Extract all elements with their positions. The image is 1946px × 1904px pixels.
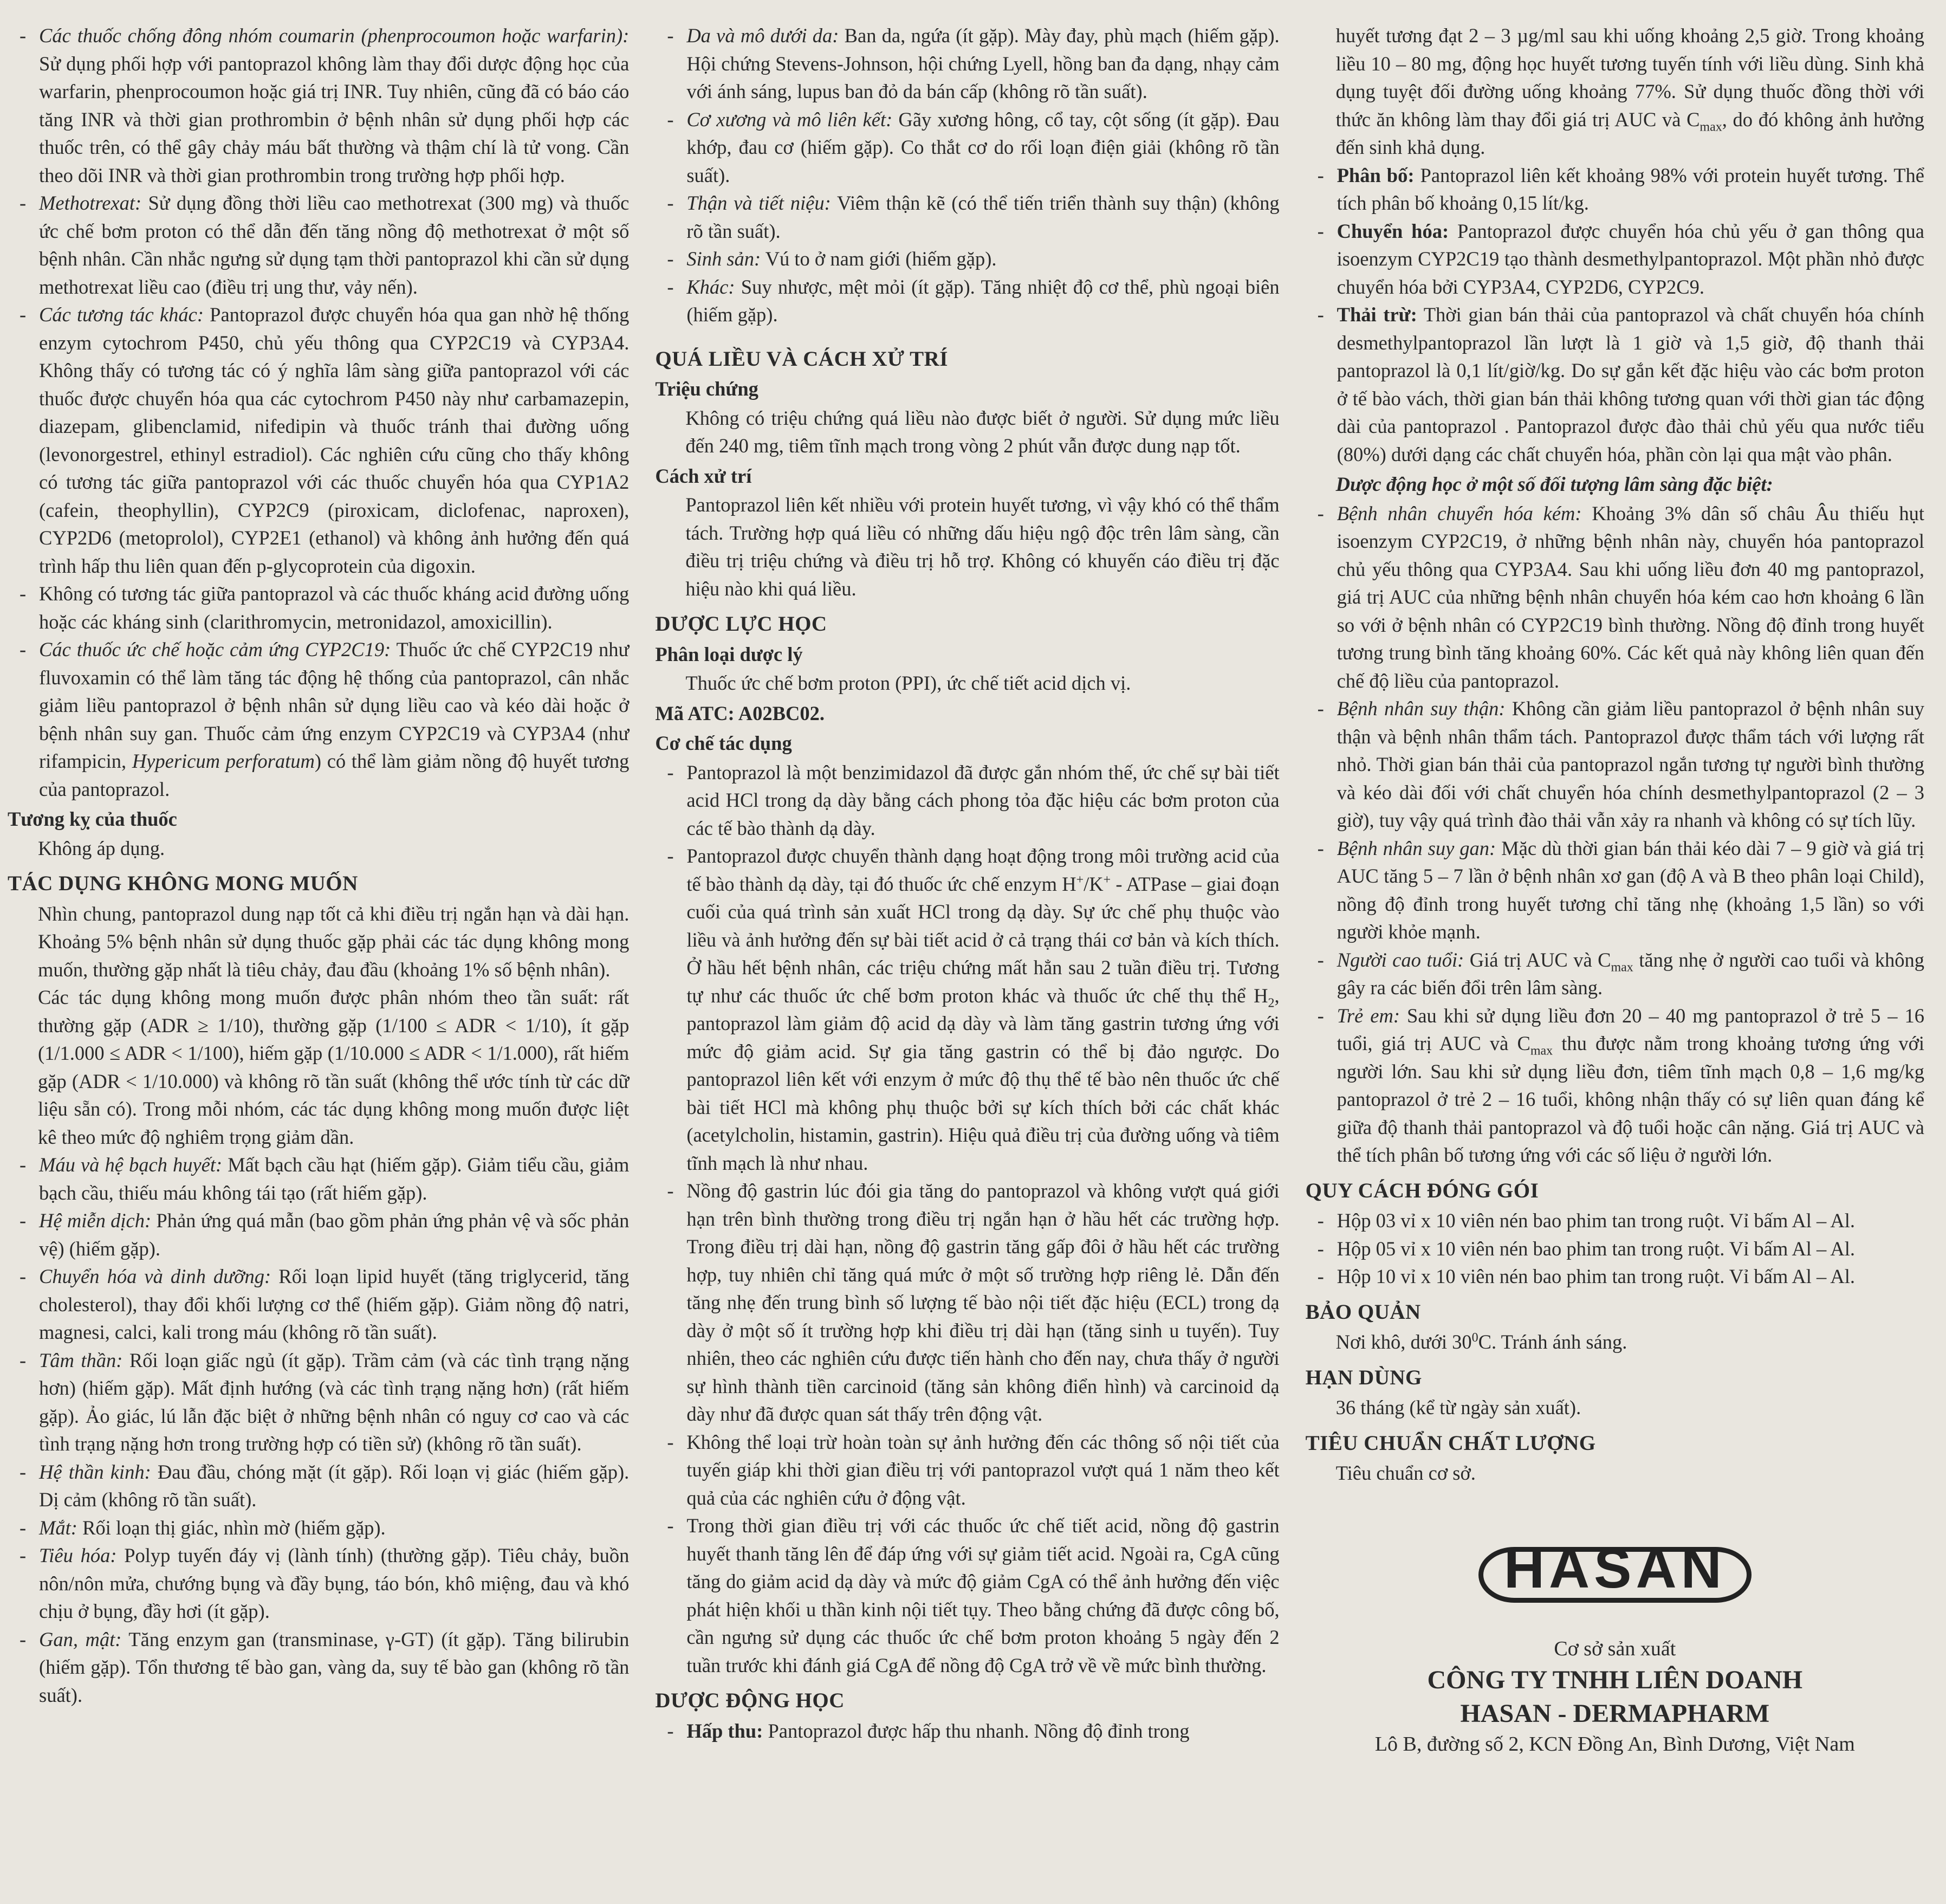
interaction-coumarin: - Các thuốc chống đông nhóm coumarin (phenprocoumon hoặc warfarin): Sử dụng phối hợp với pantoprazol không làm thay đổi dược động học của warfarin, phenprocoumon hoặc giá trị INR. Tuy nhiên, cũng đã có báo cáo tăng INR và thời gian prothrombin ở bệnh nhân sử dụng phối hợp các thuốc trên, có thể gây chảy máu bất thường và thậm chí là tử vong. Cần theo dõi INR và thời gian prothrombin trong trường hợp phối hợp. [8,22,629,189]
mechanism-2: - Pantoprazol được chuyển thành dạng hoạt động trong môi trường acid của tế bào thành dạ dày, tại đó thuốc ức chế enzym H+/K+ - ATPase – giai đoạn cuối của quá trình sản xuất HCl trong dạ dày. Sự ức chế phụ thuộc vào liều và ảnh hưởng đến sự bài tiết acid ở cả trạng thái cơ bản và kích thích. Ở hầu hết bệnh nhân, các triệu chứng mất hẳn sau 2 tuần điều trị. Tương tự như các thuốc ức chế bơm proton khác và thuốc ức chế thụ thể $H_2$, pantoprazol làm giảm độ acid dạ dày và làm tăng gastrin tương ứng với mức độ giảm acid. Sự gia tăng gastrin có thể bị đảo ngược. Do pantoprazol liên kết với enzym ở mức độ thụ thể tế bào nên thuốc ức chế bài tiết HCl mà không phụ thuộc bởi sự kích thích bởi các chất khác (acetylcholin, histamin, gastrin). Hiệu quả điều trị của đường uống và tiêm tĩnh mạch là như nhau. [655,842,1279,1177]
mechanism-5: - Trong thời gian điều trị với các thuốc ức chế tiết acid, nồng độ gastrin huyết thanh tăng lên để đáp ứng với sự giảm tiết acid. Ngoài ra, CgA cũng tăng do giảm acid dạ dày và mức độ giảm CgA có thể ảnh hưởng đến việc phát hiện khối u thần kinh nội tiết tụy. Theo bằng chứng đã được công bố, cần ngưng sử dụng các thuốc ức chế bơm proton khoảng 5 ngày đến 2 tuần trước khi đánh giá CgA để nồng độ CgA trở về về mức bình thường. [655,1512,1279,1679]
atc-code: Mã ATC: A02BC02. [655,702,825,724]
pk-metabolism: - Chuyển hóa: Pantoprazol được chuyển hóa chủ yếu ở gan thông qua isoenzym CYP2C19 tạo thành desmethylpantoprazol. Một phần nhỏ được chuyển hóa bởi CYP3A4, CYP2D6, CYP2C9. [1306,217,1924,301]
adr-eye: - Mắt: Rối loạn thị giác, nhìn mờ (hiếm gặp). [8,1514,629,1542]
adr-intro: Nhìn chung, pantoprazol dung nạp tốt cả khi điều trị ngắn hạn và dài hạn. Khoảng 5% bệnh nhân sử dụng thuốc gặp phải các tác dụng không mong muốn, thường gặp nhất là tiêu chảy, đau đầu (khoảng 1% số bệnh nhân). [38,902,630,981]
heading-storage: BẢO QUẢN [1305,1300,1421,1324]
heading-mechanism: Cơ chế tác dụng [655,732,792,754]
adr-other: - Khác: Suy nhược, mệt mỏi (ít gặp). Tăng nhiệt độ cơ thể, phù ngoại biên (hiếm gặp). [655,273,1279,329]
pk-distribution: - Phân bố: Pantoprazol liên kết khoảng 98% với protein huyết tương. Thể tích phân bố khoảng 0,15 lít/kg. [1306,161,1924,217]
adr-nervous: - Hệ thần kinh: Đau đầu, chóng mặt (ít gặp). Rối loạn vị giác (hiếm gặp). Dị cảm (không rõ tần suất). [8,1458,629,1514]
heading-overdose: QUÁ LIỀU VÀ CÁCH XỬ TRÍ [655,347,948,371]
pack-item: - Hộp 03 vỉ x 10 viên nén bao phim tan trong ruột. Vỉ bấm Al – Al. [1306,1207,1924,1235]
pk-absorption: - Hấp thu: Pantoprazol được hấp thu nhanh. Nồng độ đỉnh trong [655,1717,1279,1745]
manufacturer-name-1: CÔNG TY TNHH LIÊN DOANH [1427,1665,1803,1694]
manufacturer-block [1306,1635,1924,1758]
interaction-other: - Các tương tác khác: Pantoprazol được chuyển hóa qua gan nhờ hệ thống enzym cytochrom P450, chủ yếu thông qua CYP2C19 và CYP3A4. Không thấy có tương tác có ý nghĩa lâm sàng giữa pantoprazol với các thuốc được chuyển hóa qua các cytochrom P450 này như carbamazepin, diazepam, glibenclamid, nifedipin và thuốc tránh thai đường uống (levonorgestrel, ethinyl estradiol). Các nghiên cứu cũng cho thấy không có tương tác giữa pantoprazol với các thuốc chuyển hóa qua CYP1A2 (cafein, theophyllin), CYP2C9 (piroxicam, diclofenac, naproxen), CYP2D6 (metoprolol), CYP2E1 (ethanol) và không ảnh hưởng đến quá trình hấp thu liên quan đến p-glycoprotein của digoxin. [8,301,629,580]
mechanism-1: - Pantoprazol là một benzimidazol đã được gắn nhóm thế, ức chế sự bài tiết acid HCl trong dạ dày bằng cách phong tỏa đặc hiệu các bơm proton của các tế bào thành dạ dày. [655,759,1279,843]
adr-psychiatric: - Tâm thần: Rối loạn giấc ngủ (ít gặp). Trầm cảm (và các tình trạng nặng hơn) (hiếm gặp). Mất định hướng (và các tình trạng nặng hơn) (rất hiếm gặp). Ảo giác, lú lẫn đặc biệt ở những bệnh nhân có nguy cơ cao và các tình trạng nặng hơn trong trường hợp có tiền sử) (không rõ tần suất). [8,1346,629,1458]
heading-packaging: QUY CÁCH ĐÓNG GÓI [1305,1178,1539,1202]
adr-blood: - Máu và hệ bạch huyết: Mất bạch cầu hạt (hiếm gặp). Giảm tiểu cầu, giảm bạch cầu, thiếu máu không tái tạo (rất hiếm gặp). [8,1151,629,1207]
heading-adverse-effects: TÁC DỤNG KHÔNG MONG MUỐN [8,872,358,895]
pk-renal-impairment: - Bệnh nhân suy thận: Không cần giảm liều pantoprazol ở bệnh nhân suy thận và bệnh nhân thẩm tách. Pantoprazol được thẩm tách với lượng rất nhỏ. Thời gian bán thải của pantoprazol ngắn tương tự người bình thường và kéo dài đối với chất chuyển hóa chính desmethylpantoprazol (2 – 3 giờ), tuy vậy quá trình đào thải vẫn xảy ra nhanh và không có sự tích lũy. [1306,695,1924,834]
incompatibility-text: Không áp dụng. [38,837,165,859]
pack-item: - Hộp 10 vỉ x 10 viên nén bao phim tan trong ruột. Vỉ bấm Al – Al. [1306,1262,1924,1291]
pack-item: - Hộp 05 vỉ x 10 viên nén bao phim tan trong ruột. Vỉ bấm Al – Al. [1306,1235,1924,1263]
interaction-antacid: - Không có tương tác giữa pantoprazol và các thuốc kháng acid đường uống hoặc các kháng sinh (clarithromycin, metronidazol, amoxicillin). [8,580,629,636]
storage-text: Nơi khô, dưới $30^0C$. Tránh ánh sáng. [1335,1330,1627,1353]
adr-frequency: Các tác dụng không mong muốn được phân nhóm theo tần suất: rất thường gặp (ADR ≥ 1/10), thường gặp (1/100 ≤ ADR < 1/10), ít gặp (1/1.000 ≤ ADR < 1/100), hiếm gặp (1/10.000 ≤ ADR < 1/1.000), rất hiếm gặp (ADR < 1/10.000) và không rõ tần suất (không thể ước tính từ các dữ liệu sẵn có). Trong mỗi nhóm, các tác dụng không mong muốn được liệt kê theo mức độ nghiêm trọng giảm dần. [38,986,630,1148]
adr-skin: - Da và mô dưới da: Ban da, ngứa (ít gặp). Mày đay, phù mạch (hiếm gặp). Hội chứng Stevens-Johnson, hội chứng Lyell, hồng ban đa dạng, nhạy cảm với ánh sáng, lupus ban đỏ da bán cấp (không rõ tần suất). [655,22,1279,106]
adr-digestive: - Tiêu hóa: Polyp tuyến đáy vị (lành tính) (thường gặp). Tiêu chảy, buồn nôn/nôn mửa, chướng bụng và đầy bụng, táo bón, khô miệng, đau và khó chịu ở bụng, đầy hơi (ít gặp). [8,1542,629,1625]
mechanism-4: - Không thể loại trừ hoàn toàn sự ảnh hưởng đến các thông số nội tiết của tuyến giáp khi thời gian điều trị với pantoprazol vượt quá 1 năm theo kết quả của các nghiên cứu ở động vật. [655,1428,1279,1512]
heading-classification: Phân loại dược lý [655,643,803,665]
manufacturer-address: Lô B, đường số 2, KCN Đồng An, Bình Dương, Việt Nam [1374,1732,1855,1756]
pk-absorption-cont: huyết tương đạt 2 – 3 µg/ml sau khi uống khoảng 2,5 giờ. Trong khoảng liều 10 – 80 mg, động học huyết tương tuyến tính với liều dùng. Sinh khả dụng tuyệt đối đường uống khoảng 77%. Sử dụng thuốc đồng thời với thức ăn không làm thay đổi giá trị AUC và $C_{max}$, do đó không ảnh hưởng đến sinh khả dụng. [1335,24,1924,158]
pk-hepatic-impairment: - Bệnh nhân suy gan: Mặc dù thời gian bán thải kéo dài 7 – 9 giờ và giá trị AUC tăng 5 – 7 lần ở bệnh nhân xơ gan (độ A và B theo phân loại Child), nồng độ đỉnh trong huyết tương chỉ tăng nhẹ (khoảng 1,5 lần) so với người khỏe mạnh. [1306,834,1924,946]
manufacturer-name-2: HASAN - DERMAPHARM [1460,1699,1770,1728]
column-3 [1306,22,1924,1904]
pk-elderly: - Người cao tuổi: Giá trị AUC và $C_{max}$ tăng nhẹ ở người cao tuổi và không gây ra các biến đổi trên lâm sàng. [1306,946,1924,1002]
mechanism-3: - Nồng độ gastrin lúc đói gia tăng do pantoprazol và không vượt quá giới hạn trên bình thường trong điều trị ngắn hạn ở hầu hết các trường hợp. Trong điều trị dài hạn, nồng độ gastrin tăng gấp đôi ở hầu hết các trường hợp, tuy nhiên chỉ tăng quá mức ở một số trường hợp riêng lẻ. Dẫn đến tăng nhẹ đến trung bình số lượng tế bào nội tiết đặc hiệu (ECL) trong dạ dày ở một số ít trường hợp khi điều trị dài hạn (tăng sinh u tuyến). Tuy nhiên, theo các nghiên cứu được tiến hành cho đến nay, chưa thấy ở người sự hình thành tiền carcinoid (tăng sản không điển hình) và carcinoid dạ dày như đã được quan sát thấy trên động vật. [655,1177,1279,1428]
column-2 [655,22,1279,1904]
pk-children: - Trẻ em: Sau khi sử dụng liều đơn 20 – 40 mg pantoprazol ở trẻ 5 – 16 tuổi, giá trị AUC và $C_{max}$ thu được nằm trong khoảng tương ứng với người lớn. Sau khi sử dụng liều đơn, tiêm tĩnh mạch 0,8 – 1,6 mg/kg pantoprazol ở trẻ 2 – 16 tuổi, không nhận thấy có sự liên quan đáng kể giữa độ thanh thải pantoprazol và độ tuổi hoặc cân nặng. Giá trị AUC và thể tích phân bố tương ứng với các số liệu ở người lớn. [1306,1002,1924,1169]
heading-quality-standard: TIÊU CHUẨN CHẤT LƯỢNG [1305,1431,1596,1455]
adr-liver: - Gan, mật: Tăng enzym gan (transminase, γ-GT) (ít gặp). Tăng bilirubin (hiếm gặp). Tổn thương tế bào gan, vàng da, suy tế bào gan (không rõ tần suất). [8,1625,629,1709]
interaction-methotrexat: - Methotrexat: Sử dụng đồng thời liều cao methotrexat (300 mg) và thuốc ức chế bơm proton có thể dẫn đến tăng nồng độ methotrexat ở một số bệnh nhân. Cần nhắc ngưng sử dụng tạm thời pantoprazol khi cần sử dụng methotrexat liều cao (điều trị ung thư, vảy nến). [8,189,629,301]
classification-text: Thuốc ức chế bơm proton (PPI), ức chế tiết acid dịch vị. [685,672,1131,694]
adr-renal: - Thận và tiết niệu: Viêm thận kẽ (có thể tiến triển thành suy thận) (không rõ tần suất). [655,189,1279,245]
quality-text: Tiêu chuẩn cơ sở. [1335,1462,1476,1484]
heading-expiry: HẠN DÙNG [1305,1365,1422,1389]
column-1 [8,22,629,1904]
manufacturer-label: Cơ sở sản xuất [1554,1637,1676,1660]
pk-elimination: - Thải trừ: Thời gian bán thải của pantoprazol và chất chuyển hóa chính desmethylpantoprazol lần lượt là 1 giờ và 1,5 giờ, độ thanh thải pantoprazol là 0,1 lít/giờ/kg. Do sự gắn kết đặc hiệu vào các bơm proton ở tế bào vách, thời gian bán thải không tương quan với thời gian tác động dài của pantoprazol . Pantoprazol được đào thải chủ yếu qua nước tiểu (80%) dưới dạng các chất chuyển hóa, phần còn lại qua mật vào phân. [1306,301,1924,468]
adr-reproductive: - Sinh sản: Vú to ở nam giới (hiếm gặp). [655,245,1279,273]
management-text: Pantoprazol liên kết nhiều với protein huyết tương, vì vậy khó có thể thẩm tách. Trường hợp quá liều có những dấu hiệu ngộ độc trên lâm sàng, cần điều trị triệu chứng và điều trị hỗ trợ. Không có khuyến cáo điều trị đặc hiệu nào khi quá liều. [685,494,1280,600]
hasan-logo: HASAN [1478,1547,1752,1603]
expiry-text: 36 tháng (kể từ ngày sản xuất). [1335,1396,1581,1419]
logo-container [1393,1537,1837,1603]
heading-incompatibility: Tương kỵ của thuốc [8,808,177,830]
interaction-cyp2c19: - Các thuốc ức chế hoặc cảm ứng CYP2C19: Thuốc ức chế CYP2C19 như fluvoxamin có thể làm tăng tác động hệ thống của pantoprazol, cân nhắc giảm liều pantoprazol ở bệnh nhân sử dụng liều cao và kéo dài hoặc ở bệnh nhân suy gan. Thuốc cảm ứng enzym CYP2C19 và CYP3A4 (như rifampicin, Hypericum perforatum) có thể làm giảm nồng độ huyết tương của pantoprazol. [8,636,629,803]
heading-pharmacodynamics: DƯỢC LỰC HỌC [655,612,827,636]
heading-pharmacokinetics: DƯỢC ĐỘNG HỌC [655,1689,845,1712]
adr-metabolism: - Chuyển hóa và dinh dưỡng: Rối loạn lipid huyết (tăng triglycerid, tăng cholesterol), thay đổi khối lượng cơ thể (hiếm gặp). Giảm nồng độ natri, magnesi, calci, kali trong máu (không rõ tần suất). [8,1262,629,1346]
pk-poor-metabolizers: - Bệnh nhân chuyển hóa kém: Khoảng 3% dân số châu Âu thiếu hụt isoenzym CYP2C19, ở những bệnh nhân này, chuyển hóa pantoprazol chủ yếu thông qua CYP3A4. Sau khi uống liều đơn 40 mg pantoprazol, giá trị AUC của những bệnh nhân chuyển hóa kém cao hơn khoảng 6 lần so với ở bệnh nhân có CYP2C19 bình thường. Nồng độ đỉnh trong huyết tương trung bình tăng khoảng 60%. Các kết quả này không liên quan đến chế độ liều của pantoprazol. [1306,500,1924,695]
heading-management: Cách xử trí [655,464,752,487]
symptoms-text: Không có triệu chứng quá liều nào được biết ở người. Sử dụng mức liều đến 240 mg, tiêm tĩnh mạch trong vòng 2 phút vẫn được dung nạp tốt. [685,406,1280,457]
adr-musculoskeletal: - Cơ xương và mô liên kết: Gãy xương hông, cổ tay, cột sống (ít gặp). Đau khớp, đau cơ (hiếm gặp). Co thắt cơ do rối loạn điện giải (không rõ tần suất). [655,106,1279,190]
heading-special-populations: Dược động học ở một số đối tượng lâm sàng đặc biệt: [1335,473,1773,495]
adr-immune: - Hệ miễn dịch: Phản ứng quá mẫn (bao gồm phản ứng phản vệ và sốc phản vệ) (hiếm gặp). [8,1207,629,1262]
heading-symptoms: Triệu chứng [655,378,758,400]
